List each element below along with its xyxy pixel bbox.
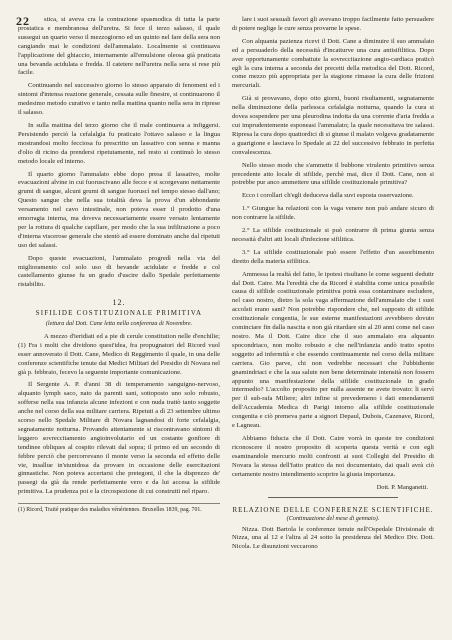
right-column (232, 16, 434, 632)
section-title: SIFILIDE COSTITUZIONALE PRIMITIVA (35, 309, 203, 318)
paragraph: 1.° Giungue ha relazioni con la vaga venere non può andare sicuro di non contrarre la sifilide. (232, 205, 434, 222)
paragraph: 2.° La sifilide costituzionale si può contrarre di prima giunta senza necessità d'altri atti locali d'infezione sifilitica. (232, 227, 434, 243)
left-bottom-paragraphs (18, 333, 220, 497)
paragraph: A mezzo d'ieridiati ed a pie di cerule constitution nelle d'enchilie; (1) Fra i molti che dividono quest'idea, fra propugnatori del Ricord vuol esser annoverato il Dott. Cane, Medico di Reggimento il quale, in una delle conferenze scientifiche tenute dai Medici Militari del Presidio di Novara nel già p. febbraio, fecevo la seguente importante comunicazione. (18, 332, 220, 376)
footnote: (1) Ricord, Traité pratique des maladies vénériennes. Bruxelles 1839, pag. 701. (18, 503, 220, 515)
paragraph: Nello stesso modo che s'ammette il bubbone virulento primitivo senza precedente atto locale di sifilide, perchè mai, dice il Dott. Cane, non si potrebbe pur anco ammettere una sifilide costituzionale primitiva? (232, 161, 434, 187)
paragraph: Il quarto giorno l'ammalato ebbe dopo presa il lassativo, molte evacuazioni alvine in cui fuoruscivano alle fecce e si scorgevano nettamente grumi di sangue, alcuni grumi di sangue fuoruscì nel tempo stesso dall'ano; Questo sangue che nella sua totalità deva la prova d'un abbondante versamento nel cavo intestinale, non poteva esser il prodotto d'una emorragia interna, ma doveva necessariamente essere versato lentamente per la rottura di qualche capillare, per modo che la sua infiltrazione a poco d'interna viscerose generale che stentò ad essere dominato anche dal ripetuti uso dei salassi. (18, 170, 220, 249)
paragraph: stica, si aveva cra la contrazione spasmodica di tutta la parte prostatica e membranosa dell'uretra. Si fece il terzo salasso, il quale sussegui un quarto verso il mezzogiorno ed un quinto nel fare della sera non cangiando mai le condizioni dell'ammalato. Localmente si continuava l'applicazione del ghiaccio, internamente all'emulsione oleosa già praticata una bevanda acidulata e fredda. Il catetere nell'uretra nella sera si rese più facile. (18, 16, 220, 77)
section-divider (268, 497, 397, 498)
paragraph: Ammessa la realtà del fatto, le ipotesi risultano le come seguenti deduttr dal Dott. Caire. Ma l'eredità che da Ricord è stabilita come unica possibile causa di sifilide costituzionale primitiva potrà essa contaminare escludere, nel caso nostro, dietro la sola vaga affermazione dell'ammalato che i suoi accolsti erano sani? Non potrebbe rispondere che, nel supposto di sifilide costituzionale congenita, le sue esterne manifestazioni avvebbero dovuto cominciare fin dalla nascita e non già ritardare sin al 20 anni come nel caso nostro. Ma il Dott. Caire dice che il suo ammalato era alquanto spocondriaco, non molto robusto e che nell'infanzia andò tratto spotto soggetto ad infermità e che essendo continuamente nel corso della militare carriera. Gio parve, chi non vedrebbe necessari che l'ubbidiente gnamindriaci e che la sua salute non bene determinate intensità non fossero appunto una manifestazione della sifilide costituzionale in grado intermedio? L'accolto proposito per nulla assente ne avete trovato: li servì per il sub-rafa Miliere; altri infine si prevedemeno i dati emendamenti dell'Accademia Medica di Parigi intorno alla sifilide costituzionale congenita e ciò premeva parte a signori Depaul, Dubois, Cazenave, Ricord, e Lagneau. (232, 270, 434, 430)
paragraph: 3.° La sifilide costituzionale può essere l'effetto d'un assorbimento diretto della materia sifilitica. (232, 248, 434, 265)
paragraph: lare i suoi sessuali favori gli avevano troppo facilmente fatto persuadere di potere neglige le cure senza provarne le spese. (232, 16, 434, 32)
paragraph: Con alquanta pazienza ricevi il Dott. Cane a diminuire il suo ammalato ed a persuaderlo della necessità d'incatturve una cura antisifilitica. Dopo aver opportunamente combattute la sovreccitazione angio-cardiaca praticò egli la cura interna a seconda dei precetti della metodica del Dott. Ricord, come mezzo più appropriata per la stagione rimasse la cura delle frizioni mercuriali. (232, 37, 434, 90)
paragraph: Continuando nel successivo giorno lo stesso apparato di fenomeni ed i sintomi d'intensa reazione generale, cessata sulle finestre, si continuarono il medesimo metodo curativo e tanto nella mattina quanto nella sera in riprese il salasso. (18, 82, 220, 117)
author-signature: Dott. P. Manganetti. (376, 483, 428, 491)
page-number: 22 (16, 14, 30, 28)
right-section-subtitle: (Continuazione del mese di gennaio). (286, 514, 380, 522)
right-top-paragraphs (232, 16, 434, 480)
left-top-paragraphs (18, 16, 220, 290)
paragraph: Abbiamo fiducia che il Dott. Caire vorrà in queste tre condizioni riconoscere il nostro proposito di scoperta questa verità e con egli esaminandole mercurio molti confronti ai suoi Colleghi del Presidio di Novara la stessa dell'fatto pratico da noi documentato, dai quali avrà ciò certamente nostro intendimento scoprire la giusta importanza. (232, 434, 434, 478)
right-bottom-paragraphs (232, 526, 434, 553)
paragraph: Dopo queste evacuazioni, l'ammalato progredì nella via del miglioramento col solo uso di bevande acidulate e fredde e col castellamento giunse fu un grado d'uscire dallo Spedale perfettamente ristabilito. (18, 254, 220, 289)
paragraph: Il Sergente A. P. d'anni 38 di temperamento sanguigno-nervoso, alquanto lymph saco, nato da parenti sani, sottoposto uno solo robusto, sofferse nella sua infanzia alcune infezioni e con nuda trattò tanto soggette anche nel corso della sua militare carriera. Ripetuti a dì 23 settembre ultimo scorso nello Spedale Militare di Novara lagnandosi di forte cefalalgia, segnatamente notturna. Provando attentamente si riscontravano sintomi di leggero sovreccitamento angioinvolutario ed un costante gonfiore di tendinee obliques al cospito rilevati dal sopra; il primo ed un secondo di febbre perciò che percorrevano il monte verso la seconda ed effetto delle vie, insallue in'stunidosa da provare in occasione delle esercitazioni ginnastiche. Non poteva accertarsi che pretegoni, il che la disprezzo de' passegi da già da rende perfettamente vero e da lui accesa la sifilide primitiva. La prudenza poi e la circospezione di cui construtti nel riparo. (18, 381, 220, 496)
right-section-title: RELAZIONE DELLE CONFERENZE SCIENTIFICHE. (232, 505, 434, 514)
paragraph: In sulla mattina del terzo giorno che il male continuava a infiggersi. Persistendo perciò la cefalalgia fu praticato l'ottavo salasso e la lingua mostrandosi molto fecciosa fu prescritto un lassativo con senna e manna d'olio di ricino da prendersi ripetutamente, nel resto si continuò lo stesso metodo locale ed interno. (18, 121, 220, 165)
left-column (18, 16, 220, 632)
paragraph: Già si provavano, dopo otto giorni, buoni risultamenti, segnatamente nella diminuzione della parlessca cefalalgia notturna, quando la cura si dovea sospendere per una pleurodina indotta da una corrente d'aria fredda a cui imprudentemente esponeasi l'ammalato; la quale necessitava tre salassi. Ripresa la cura dopo quattordici di si giunse il malato volgeva gradatamente a guarigione e lasciava lo Spedale ai 22 del successivo febbraio in perfetta convalescenza. (232, 95, 434, 156)
paragraph: Nizza. Dott Bartola le conferenze tenute nell'Ospedale Divisionale di Nizza, una al 12 e l'altra al 24 sotto la presidenza del Medico Div. Dott. Nicola. Le disunzioni veccarono (232, 525, 434, 551)
paragraph: Ecco i corollari ch'egli deduceva dalla suvi esposta osservazione. (242, 192, 414, 200)
section-number: 12. (112, 298, 126, 308)
section-subtitle: (lettura dal Dott. Cane letta nella conferenza di Novembre. (45, 320, 193, 328)
two-column-body (18, 16, 434, 632)
